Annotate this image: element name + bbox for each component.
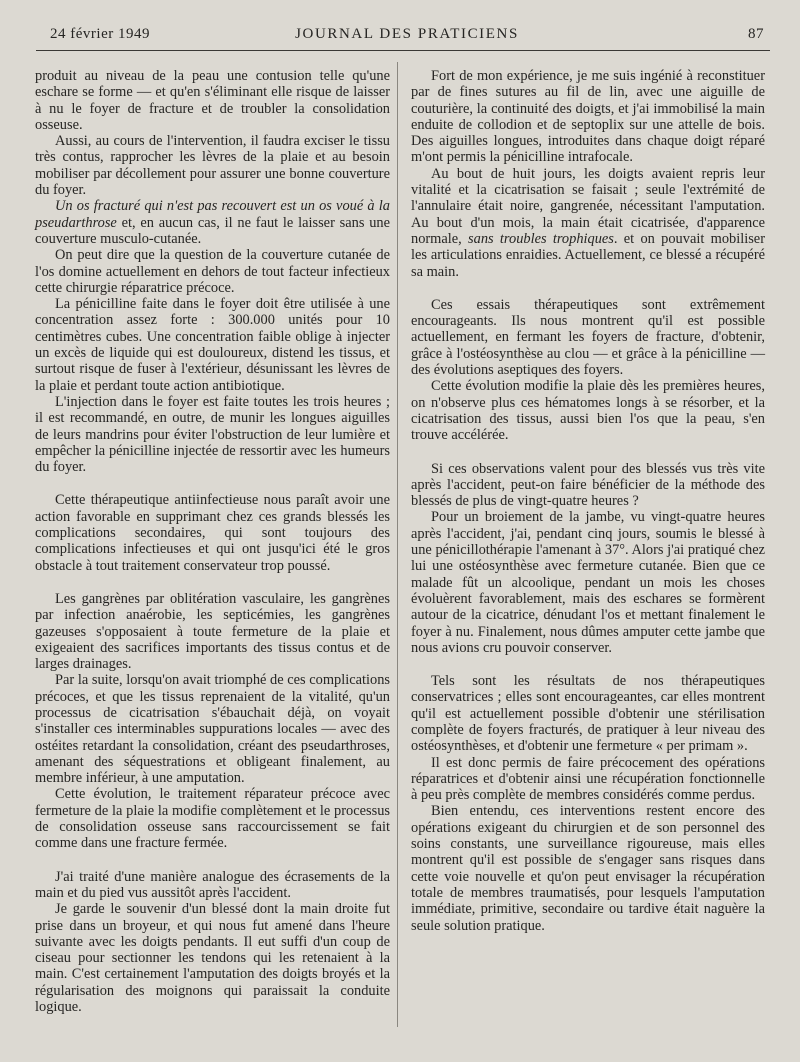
header-title: JOURNAL DES PRATICIENS xyxy=(295,26,519,42)
paragraph-text: . et on pouvait mobiliser les articulations enraidies. Actuellement, ce blessé a récupéré sa main. xyxy=(411,230,765,280)
column-divider xyxy=(397,62,398,1027)
italic-statement: Un os fracturé qui n'est pas recouvert est un os voué à la pseudarthrose xyxy=(35,198,390,231)
paragraph: Cette évolution modifie la plaie dès les premières heures, on n'observe plus ces hématomes longs à se résorber, et la cicatrisation des tissus, aussi bien l'os que la peau, s'en trouve accélérée. xyxy=(411,378,765,444)
paragraph: Cette thérapeutique antiinfectieuse nous paraît avoir une action favorable en supprimant chez ces grands blessés les complications secondaires, qui sont toujours des complications infectieuses et qui ont jusqu'ici été le gros obstacle à tout traitement conservateur trop poussé. xyxy=(35,492,390,574)
paragraph xyxy=(35,198,390,247)
paragraph-text: et, en aucun cas, il ne faut le laisser sans une couverture musculo-cutanée. xyxy=(35,214,390,247)
running-header xyxy=(50,26,764,48)
paragraph: Fort de mon expérience, je me suis ingénié à reconstituer par de fines sutures au fil de lin, avec une aiguille de couturière, la continuité des doigts, et j'ai immobilisé la main enduite de collodion et de septoplix sur une attelle de bois. Des aiguilles longues, introduites dans chaque doigt réparé m'ont permis la pénicilline intrafocale. xyxy=(411,68,765,166)
italic-phrase: sans troubles trophiques xyxy=(468,230,614,247)
paragraph: Si ces observations valent pour des blessés vus très vite après l'accident, peut-on faire bénéficier de la méthode des blessés de plus de vingt-quatre heures ? xyxy=(411,460,765,510)
paragraph xyxy=(411,166,765,280)
paragraph: Il est donc permis de faire précocement des opérations réparatrices et d'obtenir ainsi une récupération fonctionnelle à peu près complète de membres considérés comme perdus. xyxy=(411,754,765,804)
paragraph: J'ai traité d'une manière analogue des écrasements de la main et du pied vus aussitôt après l'accident. xyxy=(35,868,390,901)
paragraph: L'injection dans le foyer est faite toutes les trois heures ; il est recommandé, en outre, de munir les longues aiguilles de leurs mandrins pour éviter l'obstruction de leur lumière et empêcher la pénicilline injectée de ressortir avec les humeurs du foyer. xyxy=(35,393,390,476)
paragraph: Ces essais thérapeutiques sont extrêmement encourageants. Ils nous montrent qu'il est possible actuellement, en fermant les foyers de fracture, d'obtenir, grâce à l'ostéosynthèse au clou — et grâce à la pénicilline — des évolutions aseptiques des foyers. xyxy=(411,296,765,379)
paragraph: Tels sont les résultats de nos thérapeutiques conservatrices ; elles sont encourageantes, car elles montrent qu'il est actuellement possible d'obtenir une stérilisation complète de foyers fracturés, de pratiquer à leur niveau des ostéosynthèses, et d'obtenir une fermeture « per primam ». xyxy=(411,673,765,755)
paragraph: Les gangrènes par oblitération vasculaire, les gangrènes par infection anaérobie, les septicémies, les gangrènes gazeuses s'opposaient à toute fermeture de la plaie et exigeaient des sacrifices importants des tissus contus et de larges drainages. xyxy=(35,590,390,673)
page-number: 87 xyxy=(748,26,764,42)
paragraph: Je garde le souvenir d'un blessé dont la main droite fut prise dans un broyeur, et qui nous fut amené dans l'heure suivante avec les doigts pendants. Il eut suffi d'un coup de ciseau pour sectionner les tendons qui les retenaient à la main. C'est certainement l'amputation des doigts broyés et la régularisation des moignons qui paraissait la conduite logique. xyxy=(35,901,390,1016)
paragraph: La pénicilline faite dans le foyer doit être utilisée à une concentration assez forte : 300.000 unités pour 10 centimètres cubes. Une concentration faible oblige à injecter un excès de liquide qui est douloureux, distend les tissus, et surtout risque de fuser à l'extérieur, désunissant les lèvres de la plaie et perdant toute action antibiotique. xyxy=(35,296,390,394)
paragraph: Par la suite, lorsqu'on avait triomphé de ces complications précoces, et que les tissus reprenaient de la vitalité, qu'un processus de cicatrisation s'ébauchait déjà, on voyait s'installer ces interminables suppurations locales — avec des ostéites retardant la consolidation, créant des pseudarthroses, amenant des séquestrations et obligeant finalement, au membre inférieur, à une amputation. xyxy=(35,672,390,787)
paragraph: Bien entendu, ces interventions restent encore des opérations exigeant du chirurgien et de son personnel des soins constants, une surveillance rigoureuse, mais elles montrent qu'il est possible de s'engager sans risques dans cette voie nouvelle et qu'on peut envisager la récupération totale de membres traumatisés, pour lesquels l'amputation immédiate, primitive, secondaire ou tardive était naguère la seule solution pratique. xyxy=(411,803,765,934)
left-column xyxy=(35,68,390,1015)
paragraph: Aussi, au cours de l'intervention, il faudra exciser le tissu très contus, rapprocher les lèvres de la plaie et au besoin mobiliser par décollement pour assurer une bonne couverture du foyer. xyxy=(35,133,390,199)
header-date: 24 février 1949 xyxy=(50,26,150,42)
paragraph: Cette évolution, le traitement réparateur précoce avec fermeture de la plaie la modifie complètement et le processus de consolidation osseuse sans raccourcissement se fait comme dans une fracture fermée. xyxy=(35,786,390,852)
paragraph: produit au niveau de la peau une contusion telle qu'une eschare se forme — et qu'en s'éliminant elle risque de laisser à nu le foyer de fracture et de troubler la consolidation osseuse. xyxy=(35,68,390,133)
header-rule xyxy=(36,50,770,51)
paragraph-text: Au bout de huit jours, les doigts avaient repris leur vitalité et la cicatrisation se faisait ; seule l'extrémité de l'annulaire était noire, gangrenée, nécessitant l'amputation. Au bout d'un mois, la main était cicatrisée, d'apparence normale, xyxy=(411,165,765,247)
right-column xyxy=(411,68,765,934)
paragraph: On peut dire que la question de la couverture cutanée de l'os domine actuellement en dehors de tout facteur infectieux cette chirurgie réparatrice précoce. xyxy=(35,247,390,296)
paragraph: Pour un broiement de la jambe, vu vingt-quatre heures après l'accident, j'ai, pendant cinq jours, soumis le blessé à une pénicillothérapie l'amenant à 37°. Alors j'ai pratiqué chez lui une ostéosynthèse avec fermeture cutanée. Bien que ce malade fût un alcoolique, pendant un mois les choses évoluèrent favorablement, mais des eschares se formèrent autour de la cicatrice, dénudant l'os et mettant finalement le foyer à nu. Finalement, nous dûmes amputer cette jambe que nous avions cru pouvoir conserver. xyxy=(411,509,765,656)
